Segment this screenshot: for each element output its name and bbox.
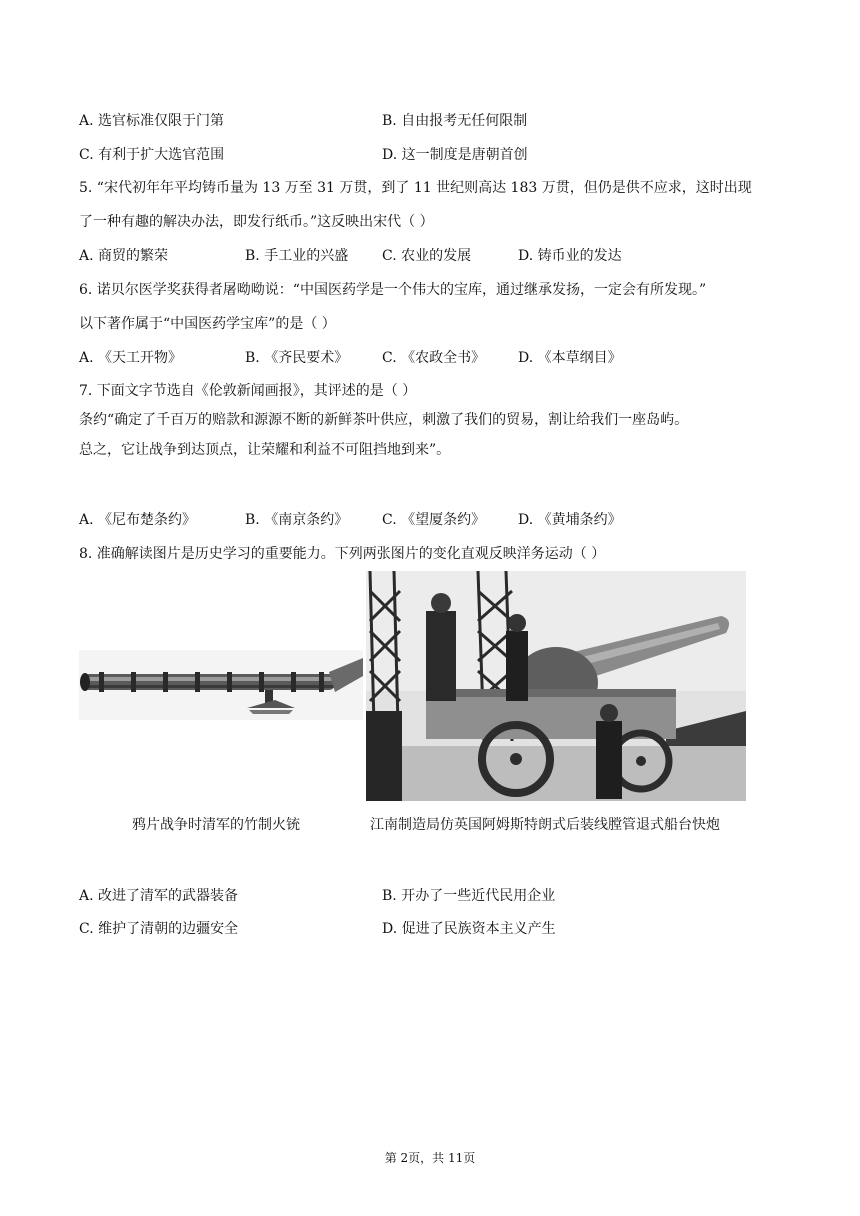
q6-option-d[interactable]: D. 《本草纲目》 xyxy=(518,350,622,366)
q6-option-a[interactable]: A. 《天工开物》 xyxy=(79,350,183,366)
q7-option-d[interactable]: D. 《黄埔条约》 xyxy=(518,512,622,528)
q4-option-b[interactable]: B. 自由报考无任何限制 xyxy=(382,113,528,129)
q6-stem-line-2: 以下著作属于“中国医药学宝库”的是（ ） xyxy=(79,316,336,332)
q8-options-row-2 xyxy=(79,919,799,939)
q8-option-b[interactable]: B. 开办了一些近代民用企业 xyxy=(382,888,556,904)
q5-stem-line-1: 5. “宋代初年年平均铸币量为 13 万至 31 万贯，到了 11 世纪则高达 183 万贯，但仍是供不应求，这时出现 xyxy=(79,180,752,196)
q5-option-a[interactable]: A. 商贸的繁荣 xyxy=(79,248,169,264)
q8-option-d[interactable]: D. 促进了民族资本主义产生 xyxy=(382,921,556,937)
q4-options-row-2 xyxy=(79,145,799,165)
q5-option-b[interactable]: B. 手工业的兴盛 xyxy=(245,248,349,264)
caption-left: 鸦片战争时清军的竹制火铳 xyxy=(132,817,300,833)
q7-quote-line-2: 总之，它让战争到达顶点，让荣耀和利益不可阻挡地到来”。 xyxy=(79,442,451,458)
q6-option-c[interactable]: C. 《农政全书》 xyxy=(382,350,486,366)
q4-option-c[interactable]: C. 有利于扩大选官范围 xyxy=(79,147,225,163)
q4-option-a[interactable]: A. 选官标准仅限于门第 xyxy=(79,113,225,129)
q7-option-a[interactable]: A. 《尼布楚条约》 xyxy=(79,512,197,528)
caption-right: 江南制造局仿英国阿姆斯特朗式后装线膛管退式船台快炮 xyxy=(370,817,720,833)
q8-options-row-1 xyxy=(79,886,799,906)
q8-option-c[interactable]: C. 维护了清朝的边疆安全 xyxy=(79,921,239,937)
q7-stem-line-1: 7. 下面文字节选自《伦敦新闻画报》，其评述的是（ ） xyxy=(79,383,417,399)
page-footer: 第 2页，共 11页 xyxy=(384,1151,476,1165)
q6-option-b[interactable]: B. 《齐民要术》 xyxy=(245,350,349,366)
q5-option-d[interactable]: D. 铸币业的发达 xyxy=(518,248,622,264)
q7-option-c[interactable]: C. 《望厦条约》 xyxy=(382,512,486,528)
q6-options xyxy=(79,348,799,368)
q8-stem-line-1: 8. 准确解读图片是历史学习的重要能力。下列两张图片的变化直观反映洋务运动（ ） xyxy=(79,546,606,562)
q4-options-row-1 xyxy=(79,111,799,131)
q6-stem-line-1: 6. 诺贝尔医学奖获得者屠呦呦说：“中国医药学是一个伟大的宝库，通过继承发扬，一定会有所发现。” xyxy=(79,282,707,298)
armstrong-cannon-photo xyxy=(366,571,746,801)
q7-option-b[interactable]: B. 《南京条约》 xyxy=(245,512,349,528)
q5-options xyxy=(79,246,799,266)
q7-options xyxy=(79,510,799,530)
q5-stem-line-2: 了一种有趣的解决办法，即发行纸币。”这反映出宋代（ ） xyxy=(79,214,434,230)
q5-option-c[interactable]: C. 农业的发展 xyxy=(382,248,472,264)
bamboo-musket-image xyxy=(79,650,363,720)
q7-quote-line-1: 条约“确定了千百万的赔款和源源不断的新鲜茶叶供应，刺激了我们的贸易，割让给我们一座岛屿。 xyxy=(79,412,689,428)
q8-option-a[interactable]: A. 改进了清军的武器装备 xyxy=(79,888,239,904)
q4-option-d[interactable]: D. 这一制度是唐朝首创 xyxy=(382,147,528,163)
